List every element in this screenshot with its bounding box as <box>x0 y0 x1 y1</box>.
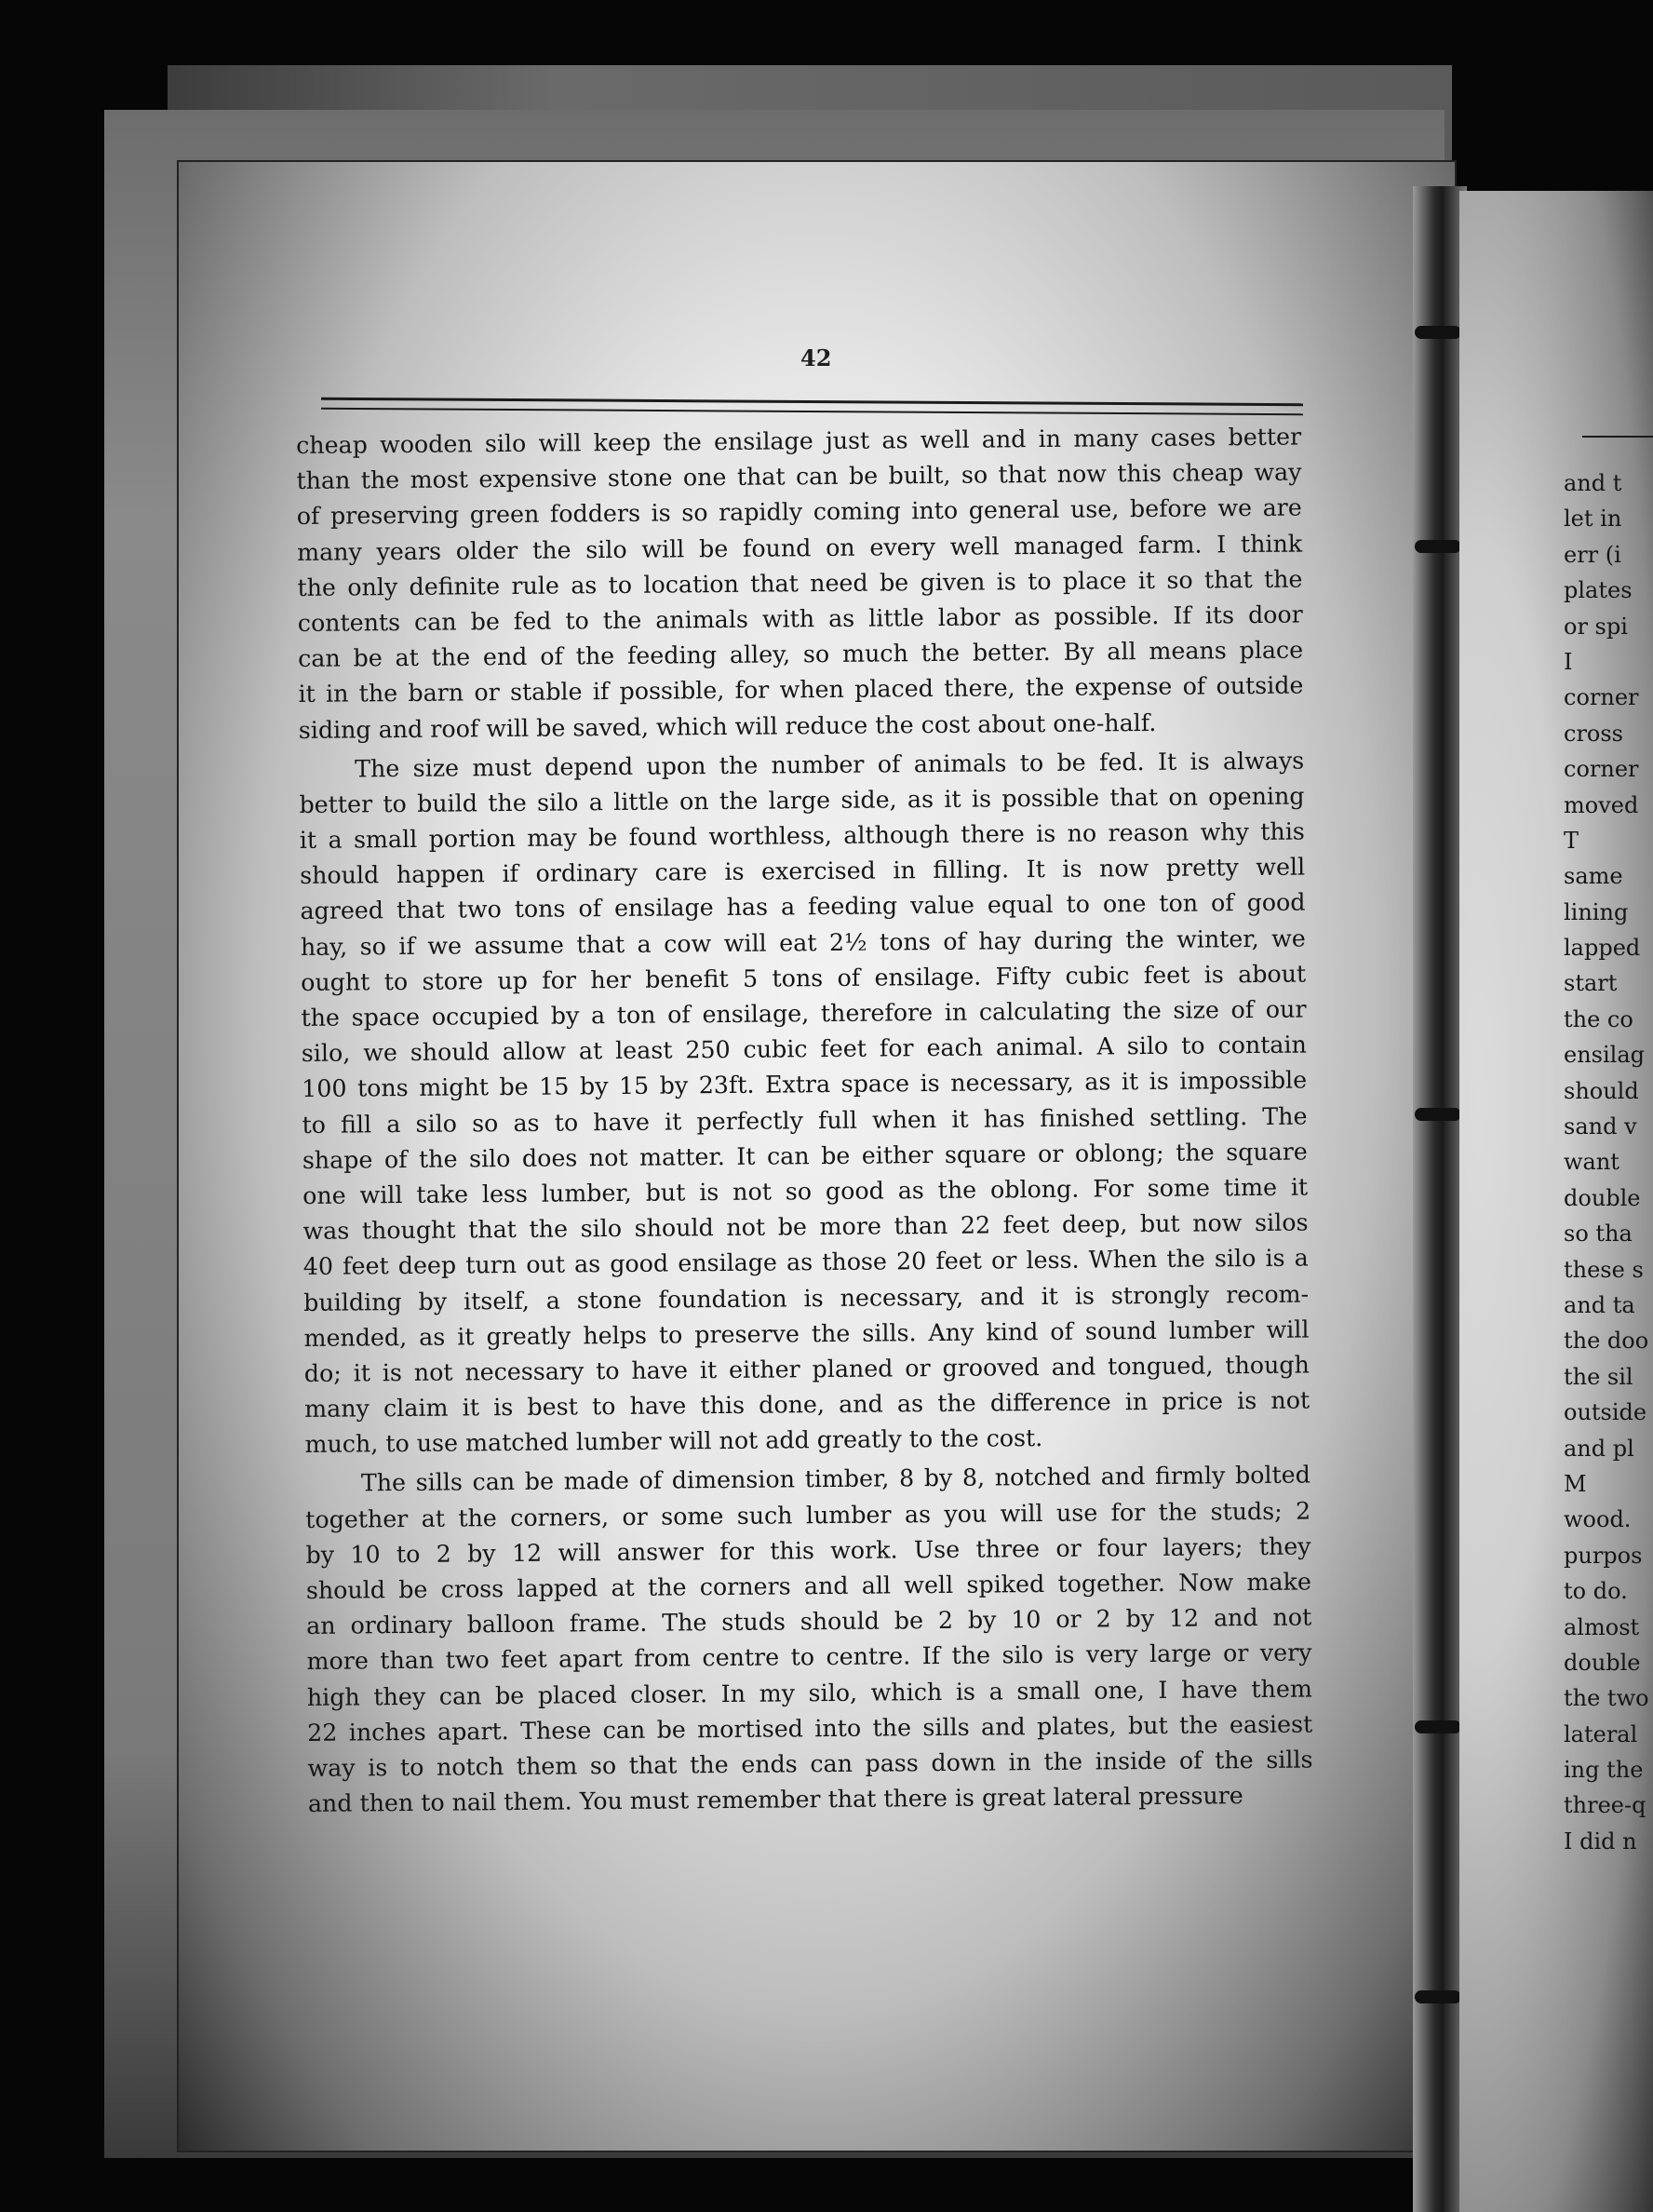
right-page-line: wood. <box>1564 1506 1632 1533</box>
text-line: much, to use matched lumber will not add greatly to the cost. <box>304 1424 1043 1459</box>
right-page-line: let in <box>1564 506 1622 533</box>
right-page-line: T <box>1564 827 1579 854</box>
text-line: agreed that two tons of ensilage has a feeding value equal to one ton of good <box>300 888 1306 925</box>
text-line: The size must depend upon the number of animals to be fed. It is always <box>355 747 1305 783</box>
right-page-line: ing the <box>1564 1757 1644 1784</box>
text-line: together at the corners, or some such lumber as you will use for the studs; 2 <box>305 1497 1311 1533</box>
paragraph <box>296 420 1304 749</box>
right-page-line: moved <box>1564 791 1639 818</box>
right-page-line: same <box>1564 863 1623 890</box>
right-page-line: three-q <box>1564 1792 1646 1819</box>
text-line: to fill a silo so as to have it perfectly full when it has finished settling. The <box>302 1102 1308 1139</box>
text-line: 22 inches apart. These can be mortised into the sills and plates, but the easiest <box>307 1710 1313 1747</box>
text-line: contents can be fed to the animals with as little labor as possible. If its door <box>297 600 1303 637</box>
text-line: silo, we should allow at least 250 cubic feet for each animal. A silo to contain <box>301 1031 1307 1068</box>
right-page-line: these s <box>1564 1256 1644 1283</box>
text-line: many claim it is best to have this done, and as the difference in price is not <box>304 1386 1310 1423</box>
right-page-line: err (i <box>1564 541 1621 568</box>
right-page-line: the sil <box>1564 1363 1633 1390</box>
text-line: 100 tons might be 15 by 15 by 23ft. Extra space is necessary, as it is impossible <box>302 1066 1308 1103</box>
text-line: should happen if ordinary care is exercised in filling. It is now pretty well <box>300 853 1306 890</box>
right-page-line: double <box>1564 1184 1641 1211</box>
text-line: mended, as it greatly helps to preserve the sills. Any kind of sound lumber will <box>303 1315 1310 1352</box>
paragraph <box>305 1458 1313 1822</box>
body-text <box>296 420 1313 1862</box>
text-line: ought to store up for her benefit 5 tons of ensilage. Fifty cubic feet is about <box>301 960 1307 996</box>
text-line: way is to notch them so that the ends can pass down in the inside of the sills <box>307 1746 1313 1782</box>
right-page-line: sand v <box>1564 1113 1637 1140</box>
text-line: siding and roof will be saved, which will reduce the cost about one-half. <box>298 708 1157 744</box>
right-page-line: lining <box>1564 898 1629 925</box>
right-page-line: the two <box>1564 1685 1649 1712</box>
text-line: hay, so if we assume that a cow will eat 2½ tons of hay during the winter, we <box>300 924 1306 961</box>
text-line: many years older the silo will be found on every well managed farm. I think <box>297 530 1303 566</box>
right-page-text-fragment <box>1564 465 1653 1899</box>
binding-stitch <box>1415 1990 1461 2003</box>
right-page-line: outside <box>1564 1399 1647 1426</box>
text-line: shape of the silo does not matter. It can be either square or oblong; the square <box>302 1138 1308 1174</box>
right-page-line: and t <box>1564 470 1622 496</box>
text-line: the space occupied by a ton of ensilage, therefore in calculating the size of our <box>301 995 1307 1032</box>
right-page-line: to do. <box>1564 1578 1628 1605</box>
text-line: by 10 to 2 by 12 will answer for this work. Use three or four layers; they <box>305 1532 1311 1569</box>
right-page-line: want <box>1564 1149 1619 1176</box>
right-page-line: the doo <box>1564 1328 1649 1355</box>
binding-stitch <box>1415 540 1461 553</box>
text-line: The sills can be made of dimension timber, 8 by 8, notched and firmly bolted <box>360 1461 1310 1497</box>
text-line: one will take less lumber, but is not so good as the oblong. For some time it <box>302 1173 1309 1209</box>
text-line: it in the barn or stable if possible, for when placed there, the expense of outside <box>298 671 1304 708</box>
text-line: better to build the silo a little on the large side, as it is possible that on opening <box>299 782 1305 818</box>
binding-stitch <box>1415 1108 1461 1121</box>
text-line: cheap wooden silo will keep the ensilage just as well and in many cases better <box>296 423 1302 459</box>
text-line: more than two feet apart from centre to centre. If the silo is very large or very <box>306 1639 1312 1676</box>
right-page-line: the co <box>1564 1005 1633 1032</box>
binding-stitch <box>1415 1720 1461 1733</box>
right-page-line: and pl <box>1564 1435 1634 1462</box>
right-page-line: ensilag <box>1564 1042 1645 1069</box>
right-page-line: should <box>1564 1077 1639 1104</box>
right-page-line: and ta <box>1564 1291 1635 1318</box>
right-page-line: double <box>1564 1649 1641 1676</box>
right-page-line: I did n <box>1564 1828 1637 1855</box>
right-page-line: I <box>1564 648 1573 675</box>
right-page-line: plates <box>1564 577 1633 604</box>
paragraph <box>299 743 1310 1463</box>
right-page-line: almost <box>1564 1613 1640 1640</box>
text-line: of preserving green fodders is so rapidly coming into general use, before we are <box>296 493 1302 531</box>
text-line: and then to nail them. You must remember that there is great lateral pressure <box>307 1782 1243 1818</box>
right-page-line: so tha <box>1564 1221 1633 1248</box>
text-line: high they can be placed closer. In my silo, which is a small one, I have them <box>306 1675 1312 1711</box>
right-page-line: lapped <box>1564 935 1641 962</box>
right-page-line: corner <box>1564 684 1639 711</box>
text-line: was thought that the silo should not be more than 22 feet deep, but now silos <box>302 1208 1309 1246</box>
right-page-line: corner <box>1564 756 1639 783</box>
text-line: building by itself, a stone foundation is necessary, and it is strongly recom- <box>303 1280 1310 1316</box>
page-number: 42 <box>800 344 832 371</box>
right-page-line: or spi <box>1564 613 1628 640</box>
right-page-header-rule <box>1582 436 1653 438</box>
text-line: should be cross lapped at the corners and all well spiked together. Now make <box>305 1568 1311 1604</box>
text-line: can be at the end of the feeding alley, so much the better. By all means place <box>298 636 1304 673</box>
text-line: it a small portion may be found worthless, although there is no reason why this <box>299 817 1305 855</box>
right-page-line: start <box>1564 970 1618 997</box>
text-line: an ordinary balloon frame. The studs should be 2 by 10 or 2 by 12 and not <box>306 1603 1312 1640</box>
right-page-line: purpos <box>1564 1542 1643 1569</box>
text-line: than the most expensive stone one that can be built, so that now this cheap way <box>296 458 1302 495</box>
text-line: the only definite rule as to location that need be given is to place it so that the <box>297 565 1303 601</box>
text-line: 40 feet deep turn out as good ensilage as those 20 feet or less. When the silo is a <box>302 1244 1309 1281</box>
right-page-line: lateral <box>1564 1720 1638 1747</box>
binding-stitch <box>1415 326 1461 339</box>
right-page-line: cross <box>1564 720 1623 747</box>
text-line: do; it is not necessary to have it either planed or grooved and tongued, though <box>303 1351 1310 1387</box>
right-page-line: M <box>1564 1470 1587 1497</box>
